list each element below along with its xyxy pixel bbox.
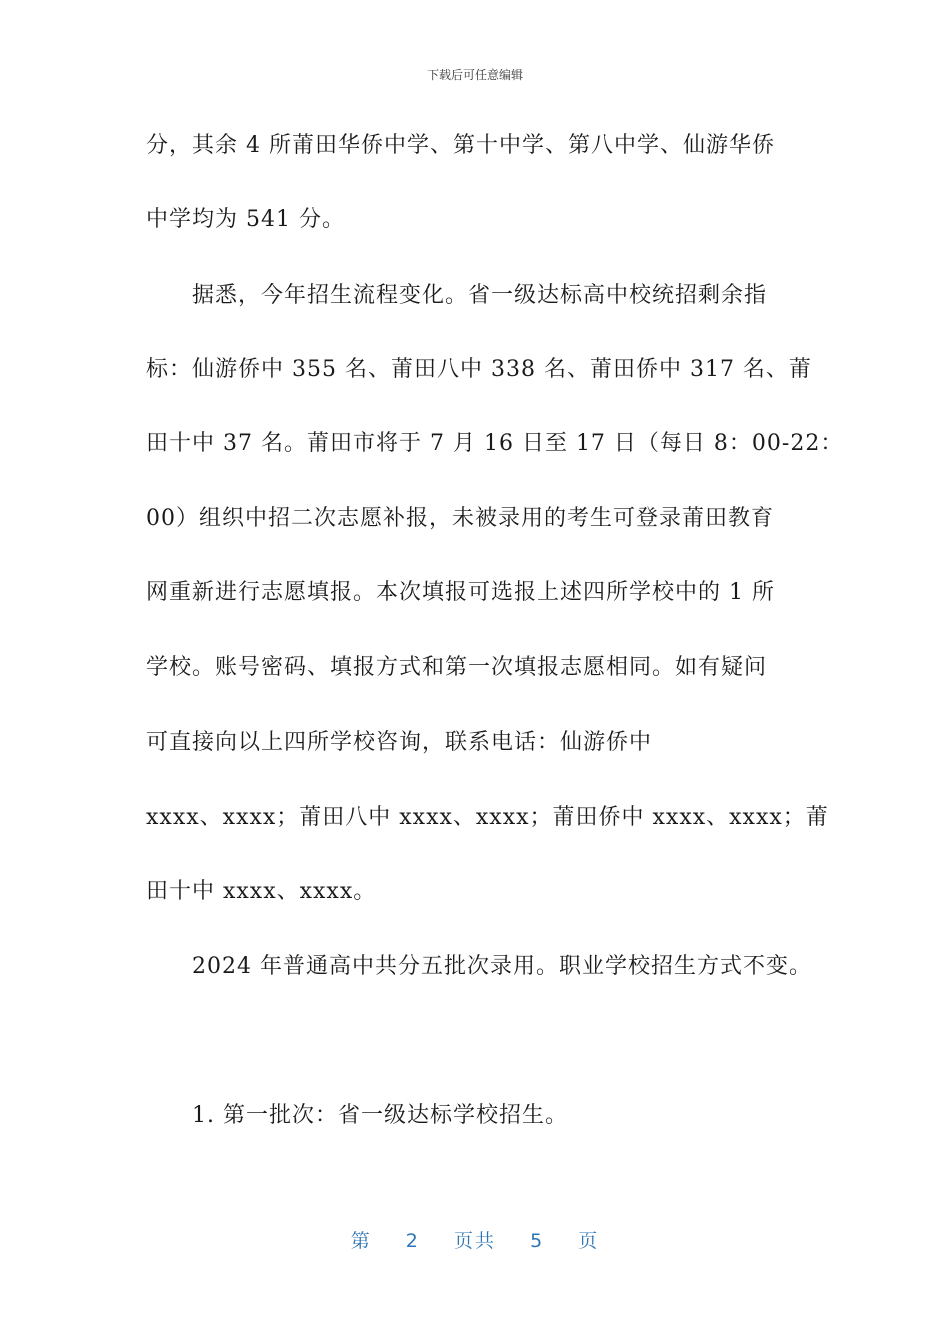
body-line-4: 标：仙游侨中 355 名、莆田八中 338 名、莆田侨中 317 名、莆	[146, 357, 812, 382]
body-line-5: 田十中 37 名。莆田市将于 7 月 16 日至 17 日（每日 8：00-22：	[146, 431, 844, 456]
footer-label-mid: 页共	[453, 1230, 496, 1252]
body-line-13: 1. 第一批次：省一级达标学校招生。	[192, 1103, 568, 1128]
body-line-12: 2024 年普通高中共分五批次录用。职业学校招生方式不变。	[192, 954, 812, 979]
page-footer	[0, 1226, 950, 1253]
body-line-1: 分，其余 4 所莆田华侨中学、第十中学、第八中学、仙游华侨	[146, 133, 775, 158]
body-line-8: 学校。账号密码、填报方式和第一次填报志愿相同。如有疑问	[146, 655, 768, 680]
body-line-2: 中学均为 541 分。	[146, 207, 345, 232]
footer-page-current: 2	[405, 1230, 420, 1252]
body-line-3: 据悉，今年招生流程变化。省一级达标高中校统招剩余指	[192, 283, 768, 308]
body-line-9: 可直接向以上四所学校咨询，联系电话：仙游侨中	[146, 730, 653, 755]
footer-label-pre: 第	[350, 1230, 372, 1252]
body-line-11: 田十中 xxxx、xxxx。	[146, 879, 377, 904]
body-line-6: 00）组织中招二次志愿补报，未被录用的考生可登录莆田教育	[146, 506, 774, 531]
header-note: 下载后可任意编辑	[426, 68, 523, 82]
body-line-7: 网重新进行志愿填报。本次填报可选报上述四所学校中的 1 所	[146, 580, 775, 605]
footer-page-total: 5	[530, 1230, 545, 1252]
body-line-10: xxxx、xxxx；莆田八中 xxxx、xxxx；莆田侨中 xxxx、xxxx；莆	[146, 805, 829, 830]
footer-label-post: 页	[578, 1230, 600, 1252]
